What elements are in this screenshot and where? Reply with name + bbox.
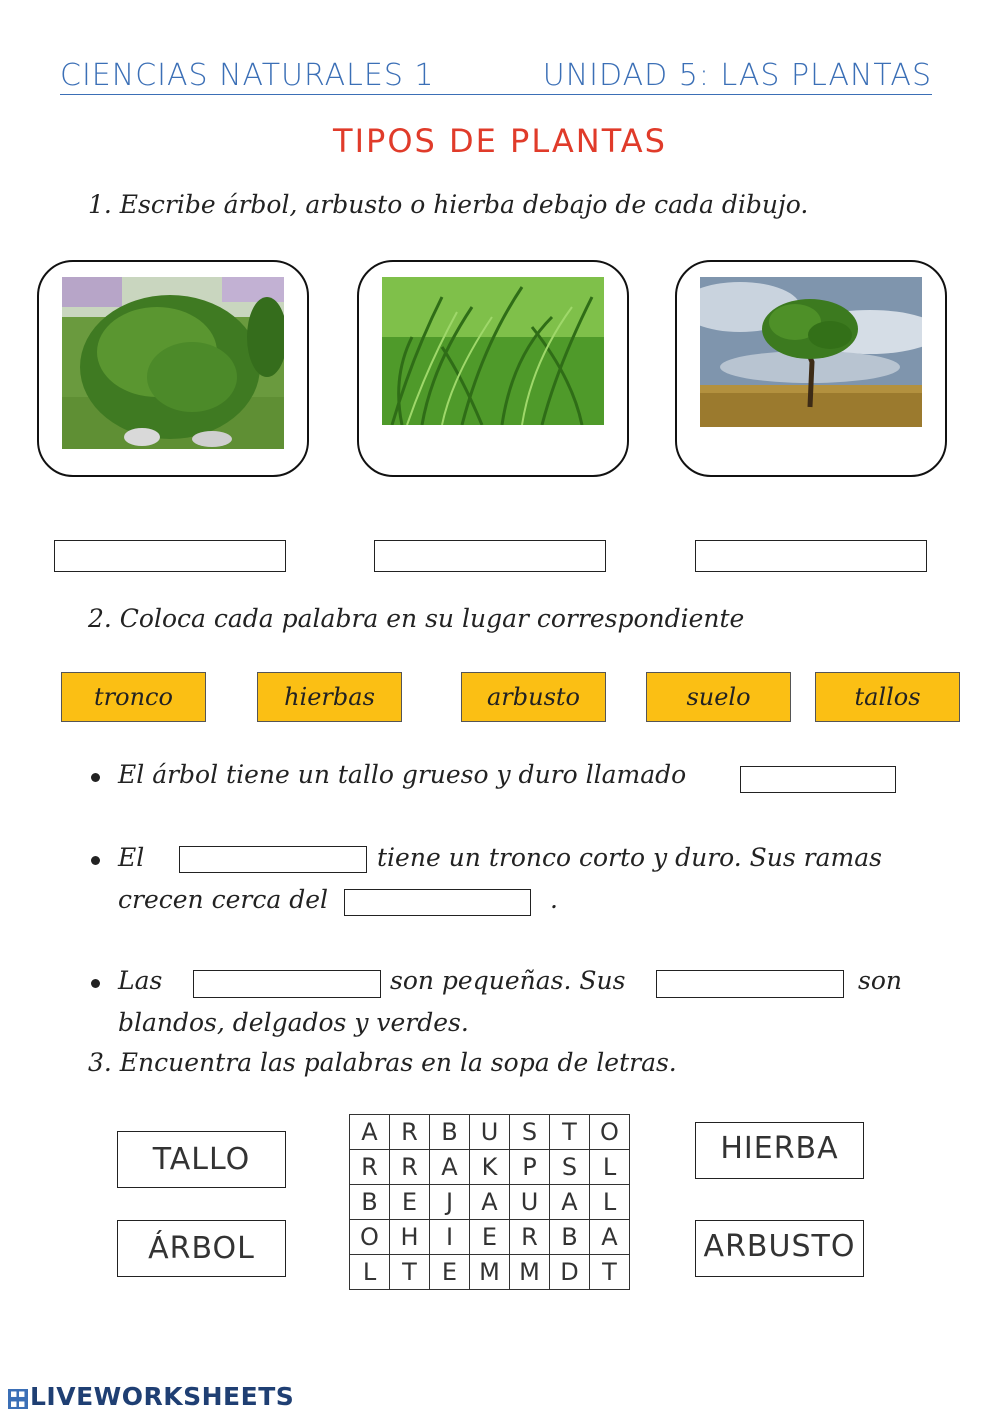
sentence-3-line2: blandos, delgados y verdes. (118, 1008, 469, 1037)
grid-cell[interactable]: M (510, 1255, 550, 1290)
grid-cell[interactable]: T (390, 1255, 430, 1290)
grid-cell[interactable]: R (350, 1150, 390, 1185)
shrub-image (62, 277, 284, 449)
answer-input-2[interactable] (374, 540, 606, 572)
sentence-2-line2: crecen cerca del (118, 885, 328, 914)
grid-cell[interactable]: L (350, 1255, 390, 1290)
drop-box-3[interactable] (344, 889, 531, 916)
bullet (91, 856, 100, 865)
brand-mark-icon: ▪▪ ▪▪ (8, 1389, 28, 1409)
grid-cell[interactable]: B (430, 1115, 470, 1150)
sentence-3-middle: son pequeñas. Sus (390, 966, 626, 995)
sentence-2-start: El (118, 843, 145, 872)
grid-cell[interactable]: A (430, 1150, 470, 1185)
grid-cell[interactable]: R (390, 1115, 430, 1150)
word-tallo: TALLO (117, 1131, 286, 1188)
q3-instruction: 3. Encuentra las palabras en la sopa de letras. (88, 1048, 677, 1077)
answer-input-3[interactable] (695, 540, 927, 572)
grid-cell[interactable]: O (350, 1220, 390, 1255)
sentence-1: El árbol tiene un tallo grueso y duro llamado (118, 760, 687, 789)
grid-cell[interactable]: S (550, 1150, 590, 1185)
sentence-2-middle: tiene un tronco corto y duro. Sus ramas (377, 843, 882, 872)
q1-instruction: 1. Escribe árbol, arbusto o hierba debajo de cada dibujo. (88, 190, 809, 219)
grid-cell[interactable]: E (430, 1255, 470, 1290)
grid-cell[interactable]: B (350, 1185, 390, 1220)
grid-cell[interactable]: A (350, 1115, 390, 1150)
word-arbol: ÁRBOL (117, 1220, 286, 1277)
liveworksheets-logo[interactable] (8, 1382, 294, 1411)
grid-cell[interactable]: I (430, 1220, 470, 1255)
grid-cell[interactable]: J (430, 1185, 470, 1220)
grid-cell[interactable]: S (510, 1115, 550, 1150)
grid-cell[interactable]: T (550, 1115, 590, 1150)
grid-cell[interactable]: U (510, 1185, 550, 1220)
drop-box-5[interactable] (656, 970, 844, 998)
grid-cell[interactable]: A (550, 1185, 590, 1220)
word-search-grid (349, 1114, 630, 1290)
grid-cell[interactable]: R (390, 1150, 430, 1185)
grid-cell[interactable]: A (590, 1220, 630, 1255)
grid-cell[interactable]: A (470, 1185, 510, 1220)
grid-cell[interactable]: R (510, 1220, 550, 1255)
tree-image (700, 277, 922, 427)
image-card-tree (675, 260, 947, 477)
bullet (91, 979, 100, 988)
header (60, 58, 932, 95)
sentence-3-son: son (858, 966, 902, 995)
image-card-grass (357, 260, 629, 477)
grid-cell[interactable]: P (510, 1150, 550, 1185)
grid-cell[interactable]: E (470, 1220, 510, 1255)
page-title: TIPOS DE PLANTAS (333, 122, 667, 160)
word-tile-hierbas[interactable]: hierbas (257, 672, 402, 722)
bullet (91, 773, 100, 782)
word-tile-tronco[interactable]: tronco (61, 672, 206, 722)
grid-cell[interactable]: O (590, 1115, 630, 1150)
grid-cell[interactable]: L (590, 1150, 630, 1185)
grid-cell[interactable]: M (470, 1255, 510, 1290)
grid-cell[interactable]: H (390, 1220, 430, 1255)
word-tile-suelo[interactable]: suelo (646, 672, 791, 722)
unit-title: UNIDAD 5: LAS PLANTAS (542, 58, 932, 93)
grass-image (382, 277, 604, 425)
sentence-2-end: . (550, 885, 558, 914)
grid-cell[interactable]: T (590, 1255, 630, 1290)
word-tile-arbusto[interactable]: arbusto (461, 672, 606, 722)
brand-text: LIVEWORKSHEETS (30, 1382, 295, 1411)
drop-box-4[interactable] (193, 970, 381, 998)
image-card-shrub (37, 260, 309, 477)
grid-cell[interactable]: E (390, 1185, 430, 1220)
drop-box-2[interactable] (179, 846, 367, 873)
grid-cell[interactable]: D (550, 1255, 590, 1290)
answer-input-1[interactable] (54, 540, 286, 572)
word-arbusto: ARBUSTO (695, 1220, 864, 1277)
word-hierba: HIERBA (695, 1122, 864, 1179)
grid-cell[interactable]: B (550, 1220, 590, 1255)
q2-instruction: 2. Coloca cada palabra en su lugar correspondiente (88, 604, 745, 633)
sentence-3-start: Las (118, 966, 163, 995)
grid-cell[interactable]: U (470, 1115, 510, 1150)
drop-box-1[interactable] (740, 766, 896, 793)
grid-cell[interactable]: L (590, 1185, 630, 1220)
word-tile-tallos[interactable]: tallos (815, 672, 960, 722)
subject-title: CIENCIAS NATURALES 1 (60, 58, 435, 93)
grid-cell[interactable]: K (470, 1150, 510, 1185)
